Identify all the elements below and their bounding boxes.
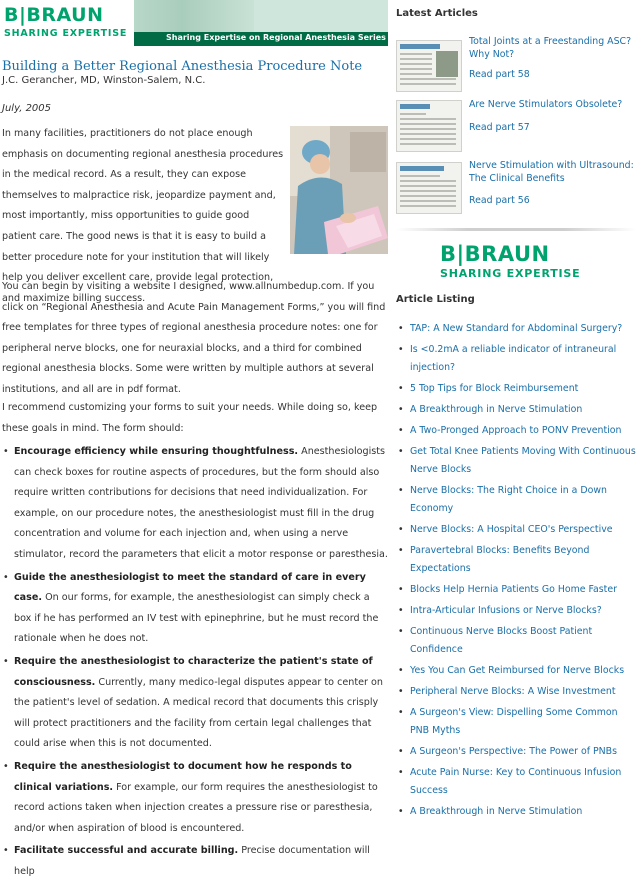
banner-image (134, 0, 388, 36)
list-item-link[interactable]: • A Surgeon's Perspective: The Power of PNBs (396, 743, 638, 761)
list-item-link[interactable]: • Blocks Help Hernia Patients Go Home Faster (396, 581, 638, 599)
divider (396, 228, 636, 231)
logo-wordmark: B|BRAUN (440, 242, 550, 266)
goal-heading: Require the anesthesiologist to characterize the patient's state of consciousness. (14, 655, 373, 688)
logo-tagline: SHARING EXPERTISE (4, 28, 128, 39)
goals-list (2, 442, 388, 884)
logo-wordmark: B|BRAUN (4, 4, 104, 26)
goal-text: Precise documentation will help (14, 845, 370, 877)
article-byline: J.C. Gerancher, MD, Winston-Salem, N.C. (2, 75, 206, 86)
list-item-link[interactable]: • Paravertebral Blocks: Benefits Beyond Expectations (396, 542, 638, 578)
list-item-link[interactable]: • Nerve Blocks: The Right Choice in a Down Economy (396, 482, 638, 518)
list-item-link[interactable]: • TAP: A New Standard for Abdominal Surgery? (396, 320, 638, 338)
latest-article-link[interactable]: Are Nerve Stimulators Obsolete? (469, 99, 623, 110)
goal-heading: Facilitate successful and accurate billing. (14, 845, 239, 857)
list-item (2, 841, 388, 882)
article-photo (290, 126, 388, 254)
list-item-link[interactable]: • Acute Pain Nurse: Key to Continuous Infusion Success (396, 764, 638, 800)
goal-text: On our forms, for example, the anesthesiologist can simply check a box if he has performed an IV test with epinephrine, but he must record the rationale when he does not. (14, 592, 379, 645)
latest-article-link[interactable]: Nerve Stimulation with Ultrasound: The Clinical Benefits (469, 160, 634, 184)
latest-article-link[interactable]: Total Joints at a Freestanding ASC? Why Not? (469, 36, 632, 60)
sidebar (396, 0, 638, 826)
list-item-link[interactable]: • A Breakthrough in Nerve Stimulation (396, 401, 638, 419)
goal-heading: Encourage efficiency while ensuring thoughtfulness. (14, 446, 299, 457)
list-item (2, 757, 388, 839)
read-part-link[interactable]: Read part 58 (469, 69, 530, 80)
list-item-link[interactable]: • Continuous Nerve Blocks Boost Patient Confidence (396, 623, 638, 659)
bbraun-logo-sidebar[interactable] (440, 242, 590, 282)
goal-text: Anesthesiologists can check boxes for routine aspects of procedures, but the form should also require written contributions for decisions that need individualization. For example, on our procedure notes, the anesthesiologist must fill in the drug concentration and volume for each injection and, when using a nerve stimulator, record the parameters that elicit a motor response or paresthesia. (14, 446, 388, 560)
goal-text: Currently, many medico-legal disputes appear to center on the patient's level of sedation. A medical record that documents this crisply will protect practitioners and the facility from certain legal challenges that could arise when this is not documented. (14, 676, 383, 750)
list-item-link[interactable]: • Nerve Blocks: A Hospital CEO's Perspective (396, 521, 638, 539)
latest-articles-heading: Latest Articles (396, 8, 478, 19)
list-item-link[interactable]: • Get Total Knee Patients Moving With Continuous Nerve Blocks (396, 443, 638, 479)
list-item-link[interactable]: • Peripheral Nerve Blocks: A Wise Investment (396, 683, 638, 701)
article-thumbnail[interactable] (396, 40, 462, 92)
goal-heading: Require the anesthesiologist to document how he responds to clinical variations. (14, 760, 352, 793)
article-thumbnail[interactable] (396, 100, 462, 152)
header-banner (0, 0, 388, 48)
article-listing (396, 320, 638, 824)
banner-photo (134, 0, 254, 36)
read-part-link[interactable]: Read part 57 (469, 122, 530, 133)
series-bar (134, 32, 388, 46)
logo-tagline: SHARING EXPERTISE (440, 267, 581, 280)
list-item-link[interactable]: • Yes You Can Get Reimbursed for Nerve Blocks (396, 662, 638, 680)
article-thumbnail[interactable] (396, 162, 462, 214)
goal-text: For example, our form requires the anesthesiologist to record actions taken when injection creates a pressure rise or paresthesia, and/or when aspiration of blood is encountered. (14, 781, 378, 834)
read-part-link[interactable]: Read part 56 (469, 195, 530, 206)
list-item-link[interactable]: • Intra-Articular Infusions or Nerve Blocks? (396, 602, 638, 620)
list-item (2, 652, 388, 755)
paragraph-intro: In many facilities, practitioners do not place enough emphasis on documenting regional anesthesia procedures in the medical record. As a result, they can expose themselves to malpractice risk, jeopardize payment and, most importantly, miss opportunities to guide good patient care. The good news is that it is easy to build a better procedure note for your institution that will likely help you deliver excellent care, provide legal protection, and maximize billing success. (2, 128, 284, 304)
doctor-writing-image (290, 126, 388, 254)
paragraph-goals: I recommend customizing your forms to suit your needs. While doing so, keep these goals in mind. The form should: (2, 402, 378, 434)
article-title: Building a Better Regional Anesthesia Procedure Note (2, 59, 363, 74)
article-date: July, 2005 (2, 103, 52, 114)
paragraph-website: You can begin by visiting a website I designed, www.allnumbedup.com. If you click on “Regional Anesthesia and Acute Pain Management Forms,” you will find free templates for three types of regional anesthesia procedure notes: one for peripheral nerve blocks, one for neuraxial blocks, and a third for combined regional anesthesia blocks. Some were written by multiple authors at several institutions, and all are in pdf format. (2, 281, 386, 395)
bbraun-logo[interactable] (0, 4, 134, 42)
list-item-link[interactable]: • A Breakthrough in Nerve Stimulation (396, 803, 638, 821)
list-item (2, 568, 388, 650)
list-item-link[interactable]: • A Two-Pronged Approach to PONV Prevention (396, 422, 638, 440)
list-item-link[interactable]: • Is <0.2mA a reliable indicator of intraneural injection? (396, 341, 638, 377)
series-title: Sharing Expertise on Regional Anesthesia Series (166, 33, 386, 42)
goal-heading: Guide the anesthesiologist to meet the standard of care in every case. (14, 571, 366, 604)
article-listing-heading: Article Listing (396, 294, 475, 305)
list-item-link[interactable]: • 5 Top Tips for Block Reimbursement (396, 380, 638, 398)
list-item-link[interactable]: • A Surgeon's View: Dispelling Some Common PNB Myths (396, 704, 638, 740)
list-item (2, 442, 388, 566)
